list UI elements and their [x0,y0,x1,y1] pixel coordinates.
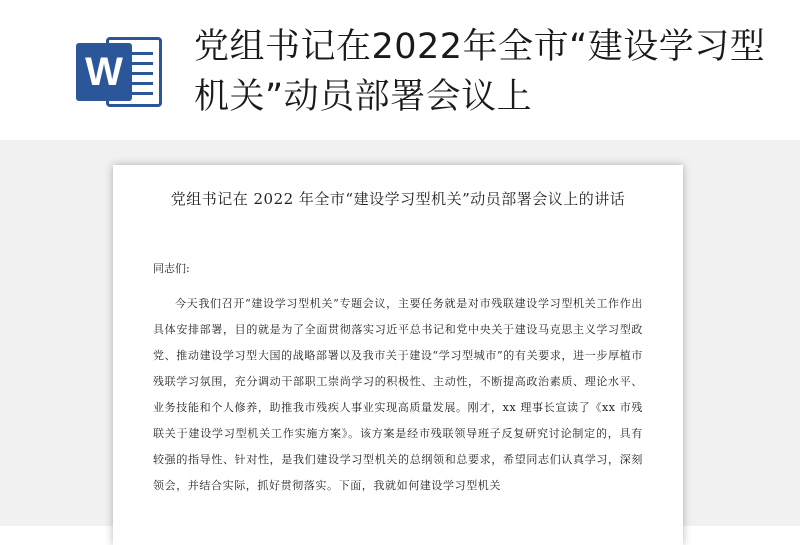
word-icon-letter: W [76,43,132,101]
document-title: 党组书记在 2022 年全市“建设学习型机关”动员部署会议上的讲话 [170,190,626,208]
document-paragraph: 今天我们召开“建设学习型机关”专题会议，主要任务就是对市残联建设学习型机关工作作出具体安排部署，目的就是为了全面贯彻落实习近平总书记和党中央关于建设马克思主义学习型政党、推动建设学习型大国的战略部署以及我市关于建设“学习型城市”的有关要求，进一步厚植市残联学习氛围，充分调动干部职工崇尚学习的积极性、主动性，不断提高政治素质、理论水平、业务技能和个人修养，助推我市残疾人事业实现高质量发展。刚才，xx 理事长宣读了《xx 市残联关于建设学习型机关工作实施方案》。该方案是经市残联领导班子反复研究讨论制定的，具有较强的指导性、针对性，是我们建设学习型机关的总纲领和总要求，希望同志们认真学习，深刻领会，并结合实际，抓好贯彻落实。下面，我就如何建设学习型机关 [153,297,643,492]
page-title: 党组书记在2022年全市“建设学习型机关”动员部署会议上 [194,27,766,117]
document-salutation: 同志们: [153,262,190,275]
word-icon [76,33,166,111]
header-banner [0,0,800,140]
document-page [113,165,683,545]
